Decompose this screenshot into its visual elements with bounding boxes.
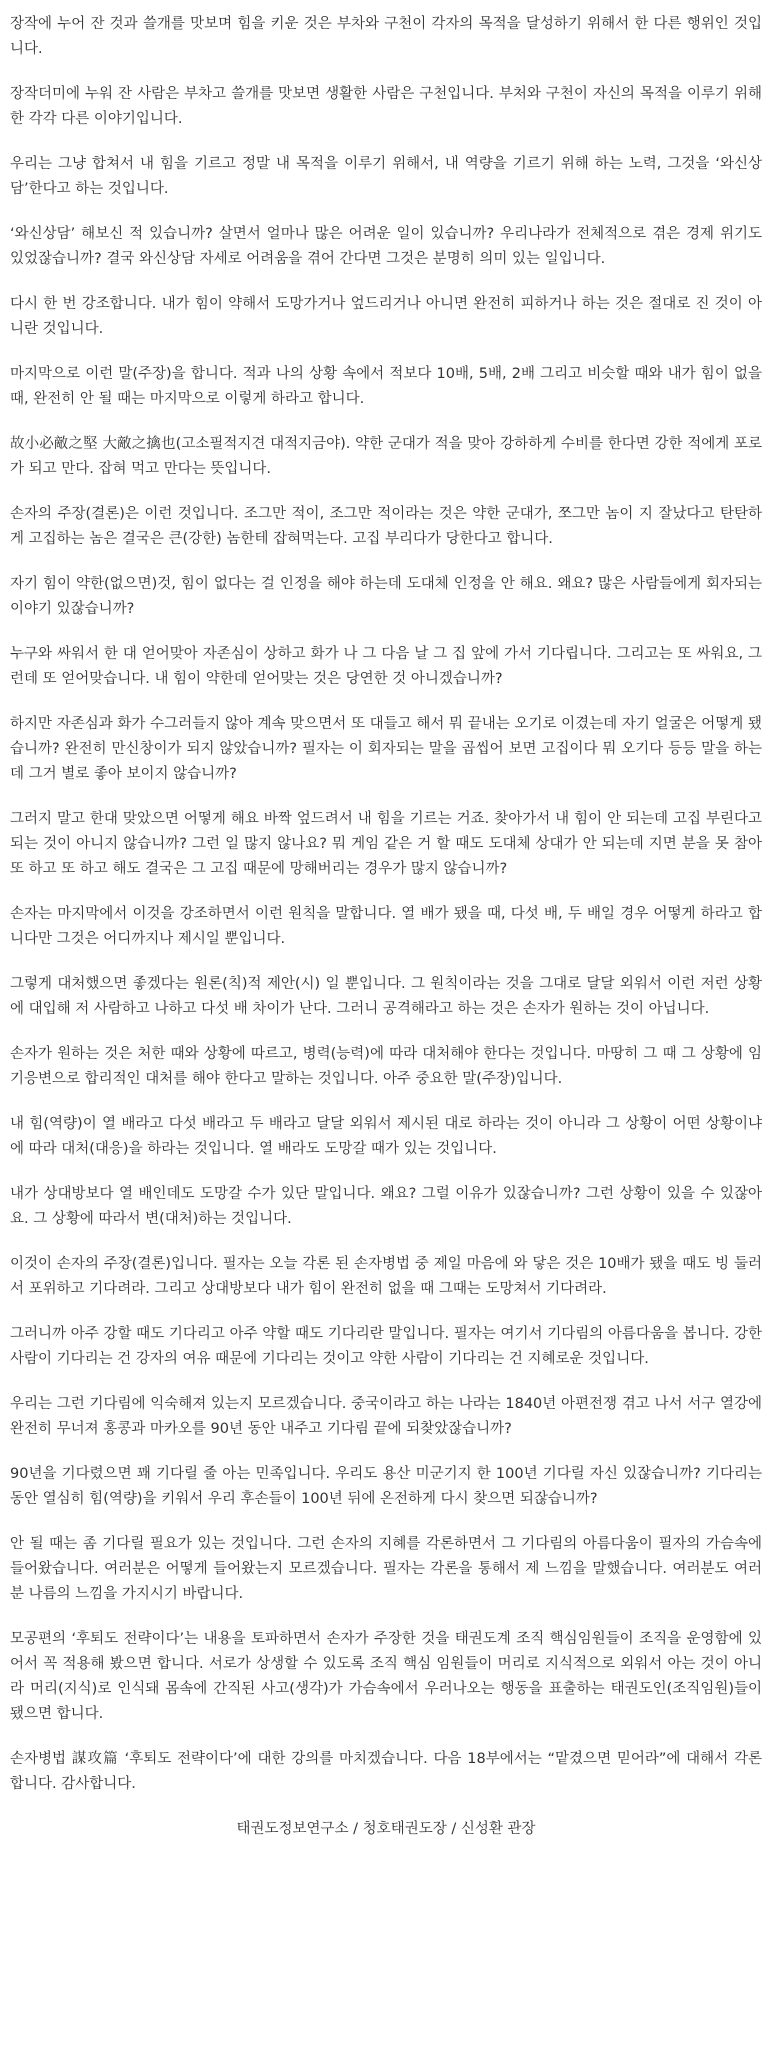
- paragraph-21: 90년을 기다렸으면 꽤 기다릴 줄 아는 민족입니다. 우리도 용산 미군기지 한 100년 기다릴 자신 있잖습니까? 기다리는 동안 열심히 힘(역량)을 키워서 우리 후손들이 100년 뒤에 온전하게 다시 찾으면 되잖습니까?: [10, 1466, 762, 1507]
- paragraph-15: 손자가 원하는 것은 처한 때와 상황에 따르고, 병력(능력)에 따라 대처해야 한다는 것입니다. 마땅히 그 때 그 상황에 임기응변으로 합리적인 대처를 해야 한다고 말하는 것입니다. 아주 중요한 말(주장)입니다.: [10, 1046, 762, 1087]
- paragraph-13: 손자는 마지막에서 이것을 강조하면서 이런 원칙을 말합니다. 열 배가 됐을 때, 다섯 배, 두 배일 경우 어떻게 하라고 합니다만 그것은 어디까지나 제시일 뿐입니다.: [10, 906, 762, 947]
- paragraph-2: 장작더미에 누워 잔 사람은 부차고 쓸개를 맛보면 생활한 사람은 구천입니다. 부처와 구천이 자신의 목적을 이루기 위해 한 각각 다른 이야기입니다.: [10, 86, 762, 127]
- paragraph-20: 우리는 그런 기다림에 익숙해져 있는지 모르겠습니다. 중국이라고 하는 나라는 1840년 아편전쟁 겪고 나서 서구 열강에 완전히 무너져 홍콩과 마카오를 90년 동안 내주고 기다림 끝에 되찾았잖습니까?: [10, 1396, 762, 1437]
- paragraph-8: 손자의 주장(결론)은 이런 것입니다. 조그만 적이, 조그만 적이라는 것은 약한 군대가, 쪼그만 놈이 지 잘났다고 탄탄하게 고집하는 놈은 결국은 큰(강한) 놈한테 잡혀먹는다. 고집 부리다가 당한다고 합니다.: [10, 506, 762, 547]
- paragraph-23: 모공편의 ‘후퇴도 전략이다’는 내용을 토파하면서 손자가 주장한 것을 태권도계 조직 핵심임원들이 조직을 운영함에 있어서 꼭 적용해 봤으면 합니다. 서로가 상생할 수 있도록 조직 핵심 임원들이 머리로 지식적으로 외워서 아는 것이 아니라 머리(지식)로 인식돼 몸속에 간직된 사고(생각)가 가슴속에서 우러나오는 행동을 표출하는 태권도인(조직임원)들이 됐으면 합니다.: [10, 1631, 762, 1722]
- paragraph-11: 하지만 자존심과 화가 수그러들지 않아 계속 맞으면서 또 대들고 해서 뭐 끝내는 오기로 이겼는데 자기 얼굴은 어떻게 됐습니까? 완전히 만신창이가 되지 않았습니까? 필자는 이 회자되는 말을 곱씹어 보면 고집이다 뭐 오기다 등등 말을 하는데 그거 별로 좋아 보이지 않습니까?: [10, 716, 762, 782]
- paragraph-1: 장작에 누어 잔 것과 쓸개를 맛보며 힘을 키운 것은 부차와 구천이 각자의 목적을 달성하기 위해서 한 다른 행위인 것입니다.: [10, 16, 762, 57]
- paragraph-18: 이것이 손자의 주장(결론)입니다. 필자는 오늘 각론 된 손자병법 중 제일 마음에 와 닿은 것은 10배가 됐을 때도 빙 둘러서 포위하고 기다려라. 그리고 상대방보다 내가 힘이 완전히 없을 때 그때는 도망쳐서 기다려라.: [10, 1256, 762, 1297]
- paragraph-4: ‘와신상담’ 해보신 적 있습니까? 살면서 얼마나 많은 어려운 일이 있습니까? 우리나라가 전체적으로 겪은 경제 위기도 있었잖습니까? 결국 와신상담 자세로 어려움을 겪어 간다면 그것은 분명히 의미 있는 일입니다.: [10, 226, 762, 267]
- paragraph-7: 故小必敵之堅 大敵之擒也(고소필적지견 대적지금야). 약한 군대가 적을 맞아 강하하게 수비를 한다면 강한 적에게 포로가 되고 만다. 잡혀 먹고 만다는 뜻입니다.: [10, 436, 762, 477]
- paragraph-14: 그렇게 대처했으면 좋겠다는 원론(칙)적 제안(시) 일 뿐입니다. 그 원칙이라는 것을 그대로 달달 외워서 이런 저런 상황에 대입해 저 사람하고 나하고 다섯 배 차이가 난다. 그러니 공격해라고 하는 것은 손자가 원하는 것이 아닙니다.: [10, 976, 762, 1017]
- paragraph-24: 손자병법 謀攻篇 ‘후퇴도 전략이다’에 대한 강의를 마치겠습니다. 다음 18부에서는 “맡겼으면 믿어라”에 대해서 각론 합니다. 감사합니다.: [10, 1751, 762, 1792]
- paragraph-5: 다시 한 번 강조합니다. 내가 힘이 약해서 도망가거나 엎드리거나 아니면 완전히 피하거나 하는 것은 절대로 진 것이 아니란 것입니다.: [10, 296, 762, 337]
- paragraph-3: 우리는 그냥 합쳐서 내 힘을 기르고 정말 내 목적을 이루기 위해서, 내 역량을 기르기 위해 하는 노력, 그것을 ‘와신상담’한다고 하는 것입니다.: [10, 156, 762, 197]
- paragraph-10: 누구와 싸워서 한 대 얻어맞아 자존심이 상하고 화가 나 그 다음 날 그 집 앞에 가서 기다립니다. 그리고는 또 싸워요, 그런데 또 얻어맞습니다. 내 힘이 약한데 얻어맞는 것은 당연한 것 아니겠습니까?: [10, 646, 762, 687]
- paragraph-12: 그러지 말고 한대 맞았으면 어떻게 해요 바짝 엎드려서 내 힘을 기르는 거죠. 찾아가서 내 힘이 안 되는데 고집 부린다고 되는 것이 아니지 않습니까? 그런 일 많지 않나요? 뭐 게임 같은 거 할 때도 도대체 상대가 안 되는데 지면 분을 못 참아 또 하고 또 하고 해도 결국은 그 고집 때문에 망해버리는 경우가 많지 않습니까?: [10, 811, 762, 877]
- paragraph-19: 그러니까 아주 강할 때도 기다리고 아주 약할 때도 기다리란 말입니다. 필자는 여기서 기다림의 아름다움을 봅니다. 강한 사람이 기다리는 건 강자의 여유 때문에 기다리는 것이고 약한 사람이 기다리는 건 지혜로운 것입니다.: [10, 1326, 762, 1367]
- paragraph-17: 내가 상대방보다 열 배인데도 도망갈 수가 있단 말입니다. 왜요? 그럴 이유가 있잖습니까? 그런 상황이 있을 수 있잖아요. 그 상황에 따라서 변(대처)하는 것입니다.: [10, 1186, 762, 1227]
- paragraph-16: 내 힘(역량)이 열 배라고 다섯 배라고 두 배라고 달달 외워서 제시된 대로 하라는 것이 아니라 그 상황이 어떤 상황이냐에 따라 대처(대응)을 하라는 것입니다. 열 배라도 도망갈 때가 있는 것입니다.: [10, 1116, 762, 1157]
- paragraph-22: 안 될 때는 좀 기다릴 필요가 있는 것입니다. 그런 손자의 지혜를 각론하면서 그 기다림의 아름다움이 필자의 가슴속에 들어왔습니다. 여러분은 어떻게 들어왔는지 모르겠습니다. 필자는 각론을 통해서 제 느낌을 말했습니다. 여러분도 여러분 나름의 느낌을 가지시기 바랍니다.: [10, 1536, 762, 1602]
- paragraph-6: 마지막으로 이런 말(주장)을 합니다. 적과 나의 상황 속에서 적보다 10배, 5배, 2배 그리고 비슷할 때와 내가 힘이 없을 때, 완전히 안 될 때는 마지막으로 이렇게 하라고 합니다.: [10, 366, 762, 407]
- author-signature: 태권도정보연구소 / 청호태권도장 / 신성환 관장: [236, 1821, 536, 1837]
- paragraph-9: 자기 힘이 약한(없으면)것, 힘이 없다는 걸 인정을 해야 하는데 도대체 인정을 안 해요. 왜요? 많은 사람들에게 회자되는 이야기 있잖습니까?: [10, 576, 762, 617]
